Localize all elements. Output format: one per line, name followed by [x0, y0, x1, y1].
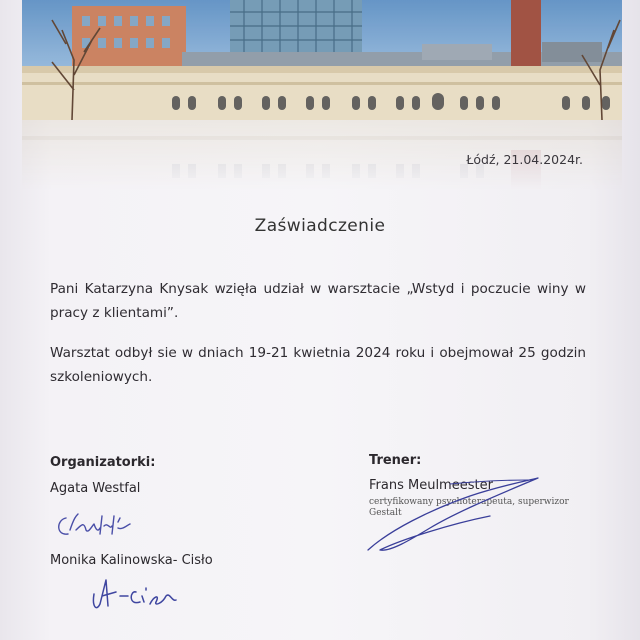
paragraph-workshop-details: Warsztat odbył sie w dniach 19-21 kwietnia 2024 roku i obejmował 25 godzin szkoleniowych.	[50, 345, 586, 385]
organizer-name-2: Monika Kalinowska- Cisło	[50, 553, 213, 568]
trainer-signature	[360, 470, 550, 560]
trainer-label: Trener:	[369, 453, 422, 468]
document-title: Zaświadczenie	[254, 216, 386, 236]
organizer-signature-2	[86, 566, 186, 618]
header-photo	[22, 0, 622, 120]
organizers-label: Organizatorki:	[50, 455, 156, 470]
organizer-signature-1	[52, 508, 142, 544]
place-date: Łódź, 21.04.2024r.	[466, 152, 583, 167]
organizer-name-1: Agata Westfal	[50, 481, 141, 496]
trainer-description: certyfikowany psychoterapeuta, superwizor Gestalt	[369, 497, 569, 518]
trainer-name: Frans Meulmeester	[369, 478, 493, 493]
paragraph-participation: Pani Katarzyna Knysak wzięła udział w warsztacie „Wstyd i poczucie winy w pracy z klientami”.	[50, 281, 586, 321]
